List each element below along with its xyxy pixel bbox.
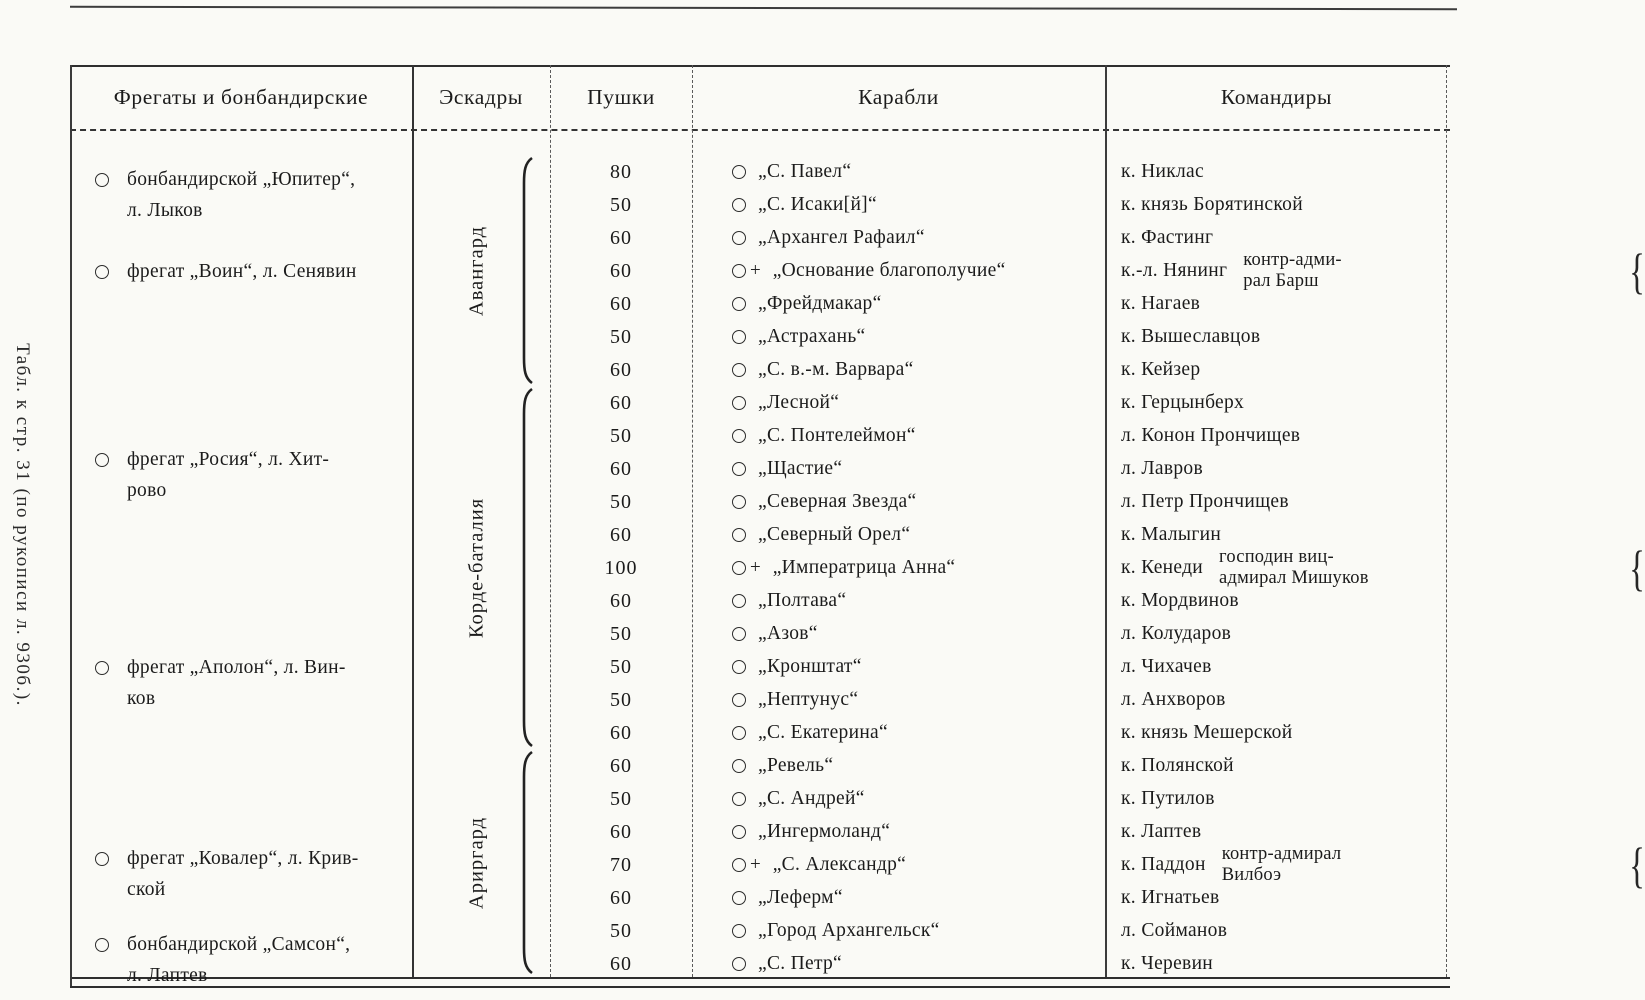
commander-brace-icon: { xyxy=(1629,837,1645,893)
commander-brace-icon: { xyxy=(1629,243,1645,299)
ship-circle-icon xyxy=(732,891,746,905)
table-row xyxy=(0,651,1457,684)
commander-name: л. Сойманов xyxy=(1121,920,1228,941)
commander-cell xyxy=(1105,651,1457,684)
table-row xyxy=(0,540,1645,596)
ship-cell xyxy=(692,552,1105,585)
ship-cell xyxy=(692,585,1105,618)
guns-cell: 60 xyxy=(610,820,632,843)
commander-name: к. Кейзер xyxy=(1121,359,1201,380)
ship-circle-icon xyxy=(732,396,746,410)
commander-cell xyxy=(1105,915,1457,948)
guns-cell: 60 xyxy=(610,952,632,975)
commander-cell xyxy=(1105,837,1645,893)
ship-cell xyxy=(692,915,1105,948)
margin-caption: Табл. к стр. 31 (по рукописи л. 930б.). xyxy=(12,343,33,707)
ship-circle-icon xyxy=(732,759,746,773)
ship-circle-icon xyxy=(732,858,746,872)
ship-circle-icon xyxy=(732,330,746,344)
table-row xyxy=(0,387,1457,420)
guns-cell: 100 xyxy=(604,556,638,579)
commander-cell xyxy=(1105,354,1457,387)
commander-note xyxy=(1217,540,1645,596)
ship-circle-icon xyxy=(732,693,746,707)
commander-cell xyxy=(1105,717,1457,750)
ship-circle-icon xyxy=(732,825,746,839)
guns-cell: 60 xyxy=(610,886,632,909)
ship-circle-icon xyxy=(732,297,746,311)
commander-name: к. Вышеславцов xyxy=(1121,326,1261,347)
ship-name: „Архангел Рафаил“ xyxy=(758,227,925,248)
guns-cell: 60 xyxy=(610,259,632,282)
table-row xyxy=(0,156,1457,189)
guns-cell: 60 xyxy=(610,589,632,612)
guns-cell: 50 xyxy=(610,655,632,678)
ship-circle-icon xyxy=(732,957,746,971)
table-row xyxy=(0,222,1457,255)
table-row xyxy=(0,717,1457,750)
commander-note-text: контр-адмирал Вилбоэ xyxy=(1221,844,1342,885)
ship-name: „Северная Звезда“ xyxy=(758,491,917,512)
header-underline xyxy=(70,129,1450,131)
guns-cell: 80 xyxy=(610,160,632,183)
ship-name: „С. Александр“ xyxy=(772,854,907,875)
table-row xyxy=(0,948,1457,981)
table-row xyxy=(0,618,1457,651)
ship-name: „С. Исаки[й]“ xyxy=(758,194,877,215)
column-header-squadrons: Эскадры xyxy=(439,85,523,109)
ship-name: „Кронштат“ xyxy=(758,656,862,677)
ship-cell xyxy=(692,849,1105,882)
ship-name: „Щастие“ xyxy=(758,458,843,479)
column-header-ships: Карабли xyxy=(858,85,939,109)
commander-name: к. князь Мешерской xyxy=(1121,722,1293,743)
table-row xyxy=(0,486,1457,519)
table-row xyxy=(0,750,1457,783)
commander-cell xyxy=(1105,948,1457,981)
ship-name: „Основание благополучие“ xyxy=(772,260,1006,281)
ship-circle-icon xyxy=(732,264,746,278)
ship-name: „С. Екатерина“ xyxy=(758,722,888,743)
frigate-entry-lines: фрегат „Аполон“, л. Вин- ков xyxy=(127,657,346,709)
table-row xyxy=(0,420,1457,453)
ship-cell xyxy=(692,453,1105,486)
ship-circle-icon xyxy=(732,462,746,476)
ship-circle-icon xyxy=(732,495,746,509)
guns-cell: 60 xyxy=(610,292,632,315)
ship-circle-icon xyxy=(732,198,746,212)
ship-cell xyxy=(692,387,1105,420)
commander-name: к. Черевин xyxy=(1121,953,1214,974)
ship-name: „С. в.-м. Варвара“ xyxy=(758,359,914,380)
column-header-guns: Пушки xyxy=(587,85,655,109)
ship-cell xyxy=(692,255,1105,288)
commander-name: к. Герцынберх xyxy=(1121,392,1245,413)
frigate-entry-lines: бонбандирской „Юпитер“, л. Лыков xyxy=(127,168,356,221)
ship-circle-icon xyxy=(732,792,746,806)
guns-cell: 60 xyxy=(610,754,632,777)
commander-name: к. князь Борятинской xyxy=(1121,194,1303,215)
commander-name: к. Нагаев xyxy=(1121,293,1201,314)
ship-circle-icon xyxy=(732,594,746,608)
ship-cell xyxy=(692,651,1105,684)
guns-cell: 60 xyxy=(610,721,632,744)
ship-name: „Лесной“ xyxy=(758,392,840,413)
ship-cell xyxy=(692,189,1105,222)
flagship-plus-icon: + xyxy=(750,260,761,281)
commander-cell xyxy=(1105,486,1457,519)
ship-name: „Северный Орел“ xyxy=(758,524,911,545)
commander-name: л. Конон Прончищев xyxy=(1121,425,1301,446)
commander-name: л. Анхворов xyxy=(1121,689,1226,710)
commander-cell xyxy=(1105,189,1457,222)
frigate-entry-lines: фрегат „Ковалер“, л. Крив- ской xyxy=(127,848,359,901)
commander-cell xyxy=(1105,750,1457,783)
ship-cell xyxy=(692,321,1105,354)
ship-name: „Ревель“ xyxy=(758,755,834,776)
commander-name: к. Путилов xyxy=(1121,788,1215,809)
squadron-label: Авангард xyxy=(465,225,488,316)
ship-circle-icon xyxy=(732,924,746,938)
commander-cell xyxy=(1105,156,1457,189)
commander-name: л. Колударов xyxy=(1121,623,1232,644)
ship-name: „Город Архангельск“ xyxy=(758,920,940,941)
commander-name: л. Лавров xyxy=(1121,458,1203,479)
commander-cell xyxy=(1105,288,1457,321)
commander-note xyxy=(1220,837,1645,893)
commander-brace-icon: { xyxy=(1629,540,1645,596)
table-row xyxy=(0,915,1457,948)
commander-cell xyxy=(1105,684,1457,717)
ship-name: „С. Петр“ xyxy=(758,953,843,974)
ship-cell xyxy=(692,684,1105,717)
guns-cell: 60 xyxy=(610,391,632,414)
guns-cell: 60 xyxy=(610,358,632,381)
ship-circle-icon xyxy=(732,627,746,641)
table-row xyxy=(0,288,1457,321)
ship-cell xyxy=(692,948,1105,981)
guns-cell: 50 xyxy=(610,688,632,711)
commander-name: л. Чихачев xyxy=(1121,656,1212,677)
ship-name: „Азов“ xyxy=(758,623,818,644)
commander-note xyxy=(1241,243,1645,299)
commander-cell xyxy=(1105,453,1457,486)
guns-cell: 60 xyxy=(610,226,632,249)
commander-cell xyxy=(1105,387,1457,420)
guns-cell: 50 xyxy=(610,919,632,942)
commander-name: к. Малыгин xyxy=(1121,524,1222,545)
ship-cell xyxy=(692,519,1105,552)
table-row xyxy=(0,189,1457,222)
ship-name: „Императрица Анна“ xyxy=(772,557,956,578)
commander-cell xyxy=(1105,585,1457,618)
commander-cell xyxy=(1105,783,1457,816)
ship-cell xyxy=(692,222,1105,255)
guns-cell: 60 xyxy=(610,457,632,480)
ship-cell xyxy=(692,288,1105,321)
ship-cell xyxy=(692,882,1105,915)
commander-name: к. Мордвинов xyxy=(1121,590,1239,611)
table-row xyxy=(0,354,1457,387)
guns-cell: 60 xyxy=(610,523,632,546)
commander-name: к. Паддон xyxy=(1121,854,1206,875)
ship-name: „Нептунус“ xyxy=(758,689,859,710)
commander-note-text: контр-адми- рал Барш xyxy=(1243,250,1342,291)
scan-artifact-top-line xyxy=(70,6,1457,10)
commander-name: к. Полянской xyxy=(1121,755,1234,776)
ship-circle-icon xyxy=(732,561,746,575)
guns-cell: 50 xyxy=(610,325,632,348)
ship-cell xyxy=(692,354,1105,387)
ship-cell xyxy=(692,618,1105,651)
guns-cell: 70 xyxy=(610,853,632,876)
flagship-plus-icon: + xyxy=(750,557,761,578)
flagship-plus-icon: + xyxy=(750,854,761,875)
squadron-label: Корде-баталия xyxy=(465,497,488,638)
ship-name: „Полтава“ xyxy=(758,590,847,611)
ship-circle-icon xyxy=(732,660,746,674)
commander-name: к.-л. Нянинг xyxy=(1121,260,1228,281)
commander-cell xyxy=(1105,540,1645,596)
frigate-entry-lines: фрегат „Росия“, л. Хит- рово xyxy=(127,449,330,502)
ship-cell xyxy=(692,750,1105,783)
table-row xyxy=(0,684,1457,717)
ship-name: „Леферм“ xyxy=(758,887,843,908)
frigate-entry-lines: бонбандирской „Самсон“, л. Лаптев xyxy=(127,934,351,987)
commander-cell xyxy=(1105,882,1457,915)
ship-cell xyxy=(692,486,1105,519)
commander-cell xyxy=(1105,243,1645,299)
guns-cell: 50 xyxy=(610,424,632,447)
table-row xyxy=(0,321,1457,354)
commander-name: к. Игнатьев xyxy=(1121,887,1220,908)
frigate-entry-lines: фрегат „Воин“, л. Сенявин xyxy=(127,261,357,282)
ship-cell xyxy=(692,816,1105,849)
ship-cell xyxy=(692,717,1105,750)
squadron-label: Ариргард xyxy=(465,816,488,909)
commander-name: к. Никлас xyxy=(1121,161,1204,182)
ship-name: „С. Андрей“ xyxy=(758,788,865,809)
table-row xyxy=(0,585,1457,618)
table-row xyxy=(0,783,1457,816)
ship-circle-icon xyxy=(732,429,746,443)
ship-circle-icon xyxy=(732,165,746,179)
column-header-frigates: Фрегаты и бонбандирские xyxy=(113,85,369,109)
commander-name: к. Кенеди xyxy=(1121,557,1204,578)
ship-cell xyxy=(692,420,1105,453)
column-header-commanders: Командиры xyxy=(1220,85,1333,109)
ship-name: „Астрахань“ xyxy=(758,326,866,347)
ship-cell xyxy=(692,156,1105,189)
ship-circle-icon xyxy=(732,363,746,377)
commander-cell xyxy=(1105,321,1457,354)
ship-name: „С. Понтелеймон“ xyxy=(758,425,916,446)
ship-name: „С. Павел“ xyxy=(758,161,852,182)
ship-name: „Ингермоланд“ xyxy=(758,821,891,842)
commander-name: к. Лаптев xyxy=(1121,821,1202,842)
ship-circle-icon xyxy=(732,231,746,245)
guns-cell: 50 xyxy=(610,490,632,513)
commander-name: л. Петр Прончищев xyxy=(1121,491,1289,512)
ship-name: „Фрейдмакар“ xyxy=(758,293,882,314)
table-row xyxy=(0,882,1457,915)
table-row xyxy=(0,453,1457,486)
guns-cell: 50 xyxy=(610,193,632,216)
commander-name: к. Фастинг xyxy=(1121,227,1214,248)
guns-cell: 50 xyxy=(610,622,632,645)
ship-circle-icon xyxy=(732,528,746,542)
ship-cell xyxy=(692,783,1105,816)
guns-cell: 50 xyxy=(610,787,632,810)
commander-cell xyxy=(1105,618,1457,651)
ship-circle-icon xyxy=(732,726,746,740)
commander-cell xyxy=(1105,420,1457,453)
commander-note-text: господин виц- адмирал Мишуков xyxy=(1219,547,1369,588)
